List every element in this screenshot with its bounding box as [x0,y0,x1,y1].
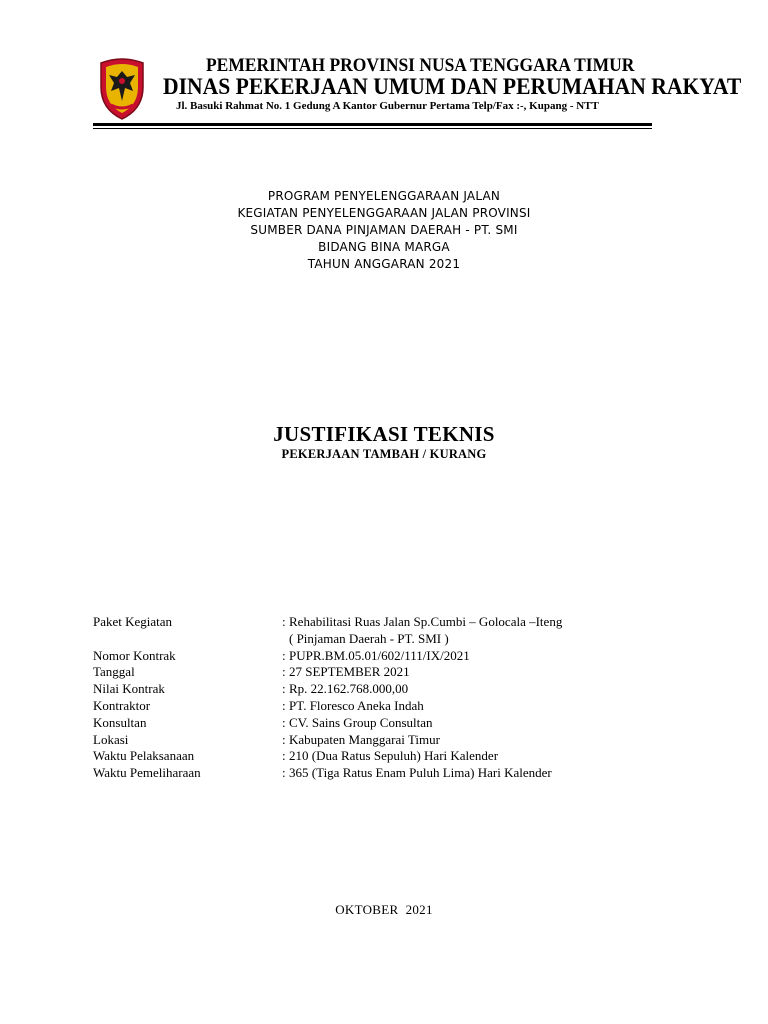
detail-label: Konsultan [93,714,147,730]
detail-row-paket-continuation [93,631,693,648]
program-block [0,188,768,273]
letterhead-agency-line: DINAS PEKERJAAN UMUM DAN PERUMAHAN RAKYAT [163,74,742,100]
program-line: TAHUN ANGGARAN 2021 [307,257,461,271]
detail-label [93,631,282,648]
detail-label: Paket Kegiatan [93,614,173,629]
detail-row-nilai-kontrak [93,681,693,698]
detail-label: Tanggal [93,664,135,680]
detail-label: Nilai Kontrak [93,681,165,697]
detail-row-paket [93,614,693,631]
detail-row-kontraktor [93,698,693,715]
detail-separator: : [282,647,286,663]
detail-separator: : [282,614,286,629]
detail-separator: : [282,714,286,730]
detail-label: Kontraktor [93,697,151,713]
detail-label: Waktu Pemeliharaan [93,765,201,781]
contract-details [93,614,693,782]
detail-row-nomor-kontrak [93,648,693,665]
detail-separator: : [282,731,286,747]
detail-row-waktu-pelaksanaan [93,748,693,765]
document-date: OKTOBER 2021 [335,902,433,917]
detail-label: Lokasi [93,731,129,747]
document-subtitle: PEKERJAAN TAMBAH / KURANG [281,447,487,461]
detail-separator [282,631,289,648]
detail-value: 210 (Dua Ratus Sepuluh) Hari Kalender [289,748,499,764]
detail-row-konsultan [93,715,693,732]
detail-value: Kabupaten Manggarai Timur [289,731,440,747]
program-line: SUMBER DANA PINJAMAN DAERAH - PT. SMI [250,223,518,237]
detail-separator: : [282,681,286,697]
detail-value: 27 SEPTEMBER 2021 [289,664,410,680]
detail-value: 365 (Tiga Ratus Enam Puluh Lima) Hari Kalender [289,765,552,781]
detail-label: Nomor Kontrak [93,647,176,663]
detail-separator: : [282,765,286,781]
provincial-emblem-icon [97,57,147,121]
letterhead-rule-thin [93,128,652,129]
detail-value: Rehabilitasi Ruas Jalan Sp.Cumbi – Golocala –Iteng [289,614,563,629]
letterhead-government-line: PEMERINTAH PROVINSI NUSA TENGGARA TIMUR [206,55,635,76]
detail-value: PUPR.BM.05.01/602/111/IX/2021 [289,647,470,663]
detail-row-tanggal [93,664,693,681]
program-line: BIDANG BINA MARGA [318,240,450,254]
detail-value: CV. Sains Group Consultan [289,714,433,730]
detail-separator: : [282,748,286,764]
detail-separator: : [282,697,286,713]
detail-separator: : [282,664,286,680]
document-title: JUSTIFIKASI TEKNIS [273,422,495,446]
detail-row-lokasi [93,732,693,749]
letterhead-address-line: Jl. Basuki Rahmat No. 1 Gedung A Kantor Gubernur Pertama Telp/Fax :-, Kupang - NTT [176,100,599,112]
detail-label: Waktu Pelaksanaan [93,748,195,764]
detail-value: Rp. 22.162.768.000,00 [289,681,409,697]
detail-value: PT. Floresco Aneka Indah [289,697,424,713]
letterhead-rule-thick [93,123,652,126]
program-line: PROGRAM PENYELENGGARAAN JALAN [267,189,501,203]
program-line: KEGIATAN PENYELENGGARAAN JALAN PROVINSI [237,206,531,220]
detail-value: ( Pinjaman Daerah - PT. SMI ) [289,630,449,646]
detail-row-waktu-pemeliharaan [93,765,693,782]
